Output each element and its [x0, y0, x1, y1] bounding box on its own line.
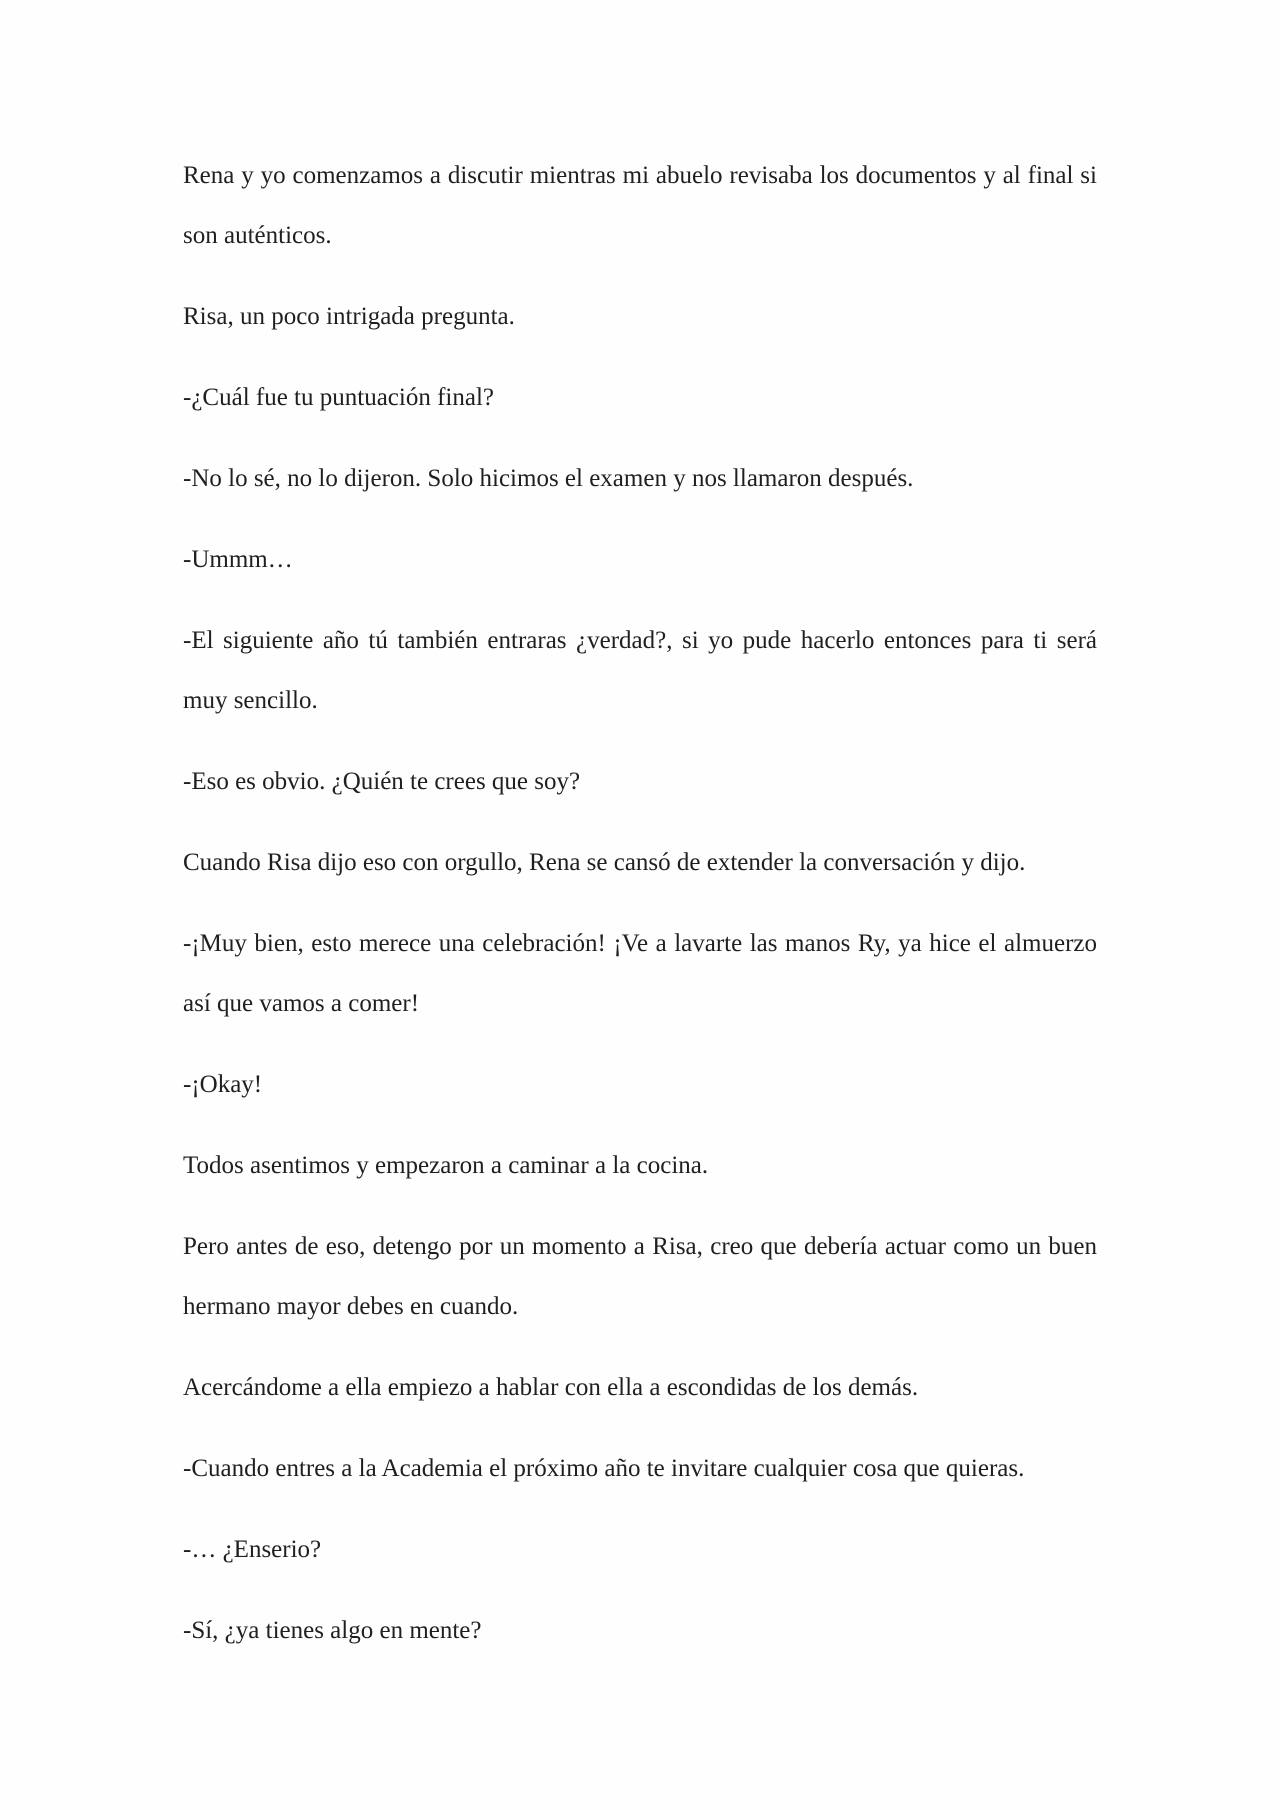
paragraph: -El siguiente año tú también entraras ¿verdad?, si yo pude hacerlo entonces para ti será muy sencillo.	[183, 627, 1097, 714]
paragraph: Risa, un poco intrigada pregunta.	[183, 303, 515, 330]
paragraph: -Ummm…	[183, 546, 293, 573]
body-text	[183, 146, 1097, 1682]
paragraph: -¡Okay!	[183, 1071, 263, 1098]
paragraph: Pero antes de eso, detengo por un momento a Risa, creo que debería actuar como un buen hermano mayor debes en cuando.	[183, 1233, 1097, 1320]
paragraph: -¡Muy bien, esto merece una celebración! ¡Ve a lavarte las manos Ry, ya hice el almuerzo así que vamos a comer!	[183, 930, 1097, 1017]
paragraph: -Eso es obvio. ¿Quién te crees que soy?	[183, 768, 581, 795]
paragraph: -Sí, ¿ya tienes algo en mente?	[183, 1617, 482, 1644]
paragraph: Todos asentimos y empezaron a caminar a la cocina.	[183, 1152, 709, 1179]
paragraph: Cuando Risa dijo eso con orgullo, Rena se cansó de extender la conversación y dijo.	[183, 849, 1026, 876]
paragraph: -No lo sé, no lo dijeron. Solo hicimos el examen y nos llamaron después.	[183, 465, 914, 492]
paragraph: Acercándome a ella empiezo a hablar con ella a escondidas de los demás.	[183, 1374, 919, 1401]
paragraph: Rena y yo comenzamos a discutir mientras mi abuelo revisaba los documentos y al final si son auténticos.	[183, 162, 1097, 249]
paragraph: -¿Cuál fue tu puntuación final?	[183, 384, 494, 411]
paragraph: -… ¿Enserio?	[183, 1536, 322, 1563]
paragraph: -Cuando entres a la Academia el próximo año te invitare cualquier cosa que quieras.	[183, 1455, 1025, 1482]
